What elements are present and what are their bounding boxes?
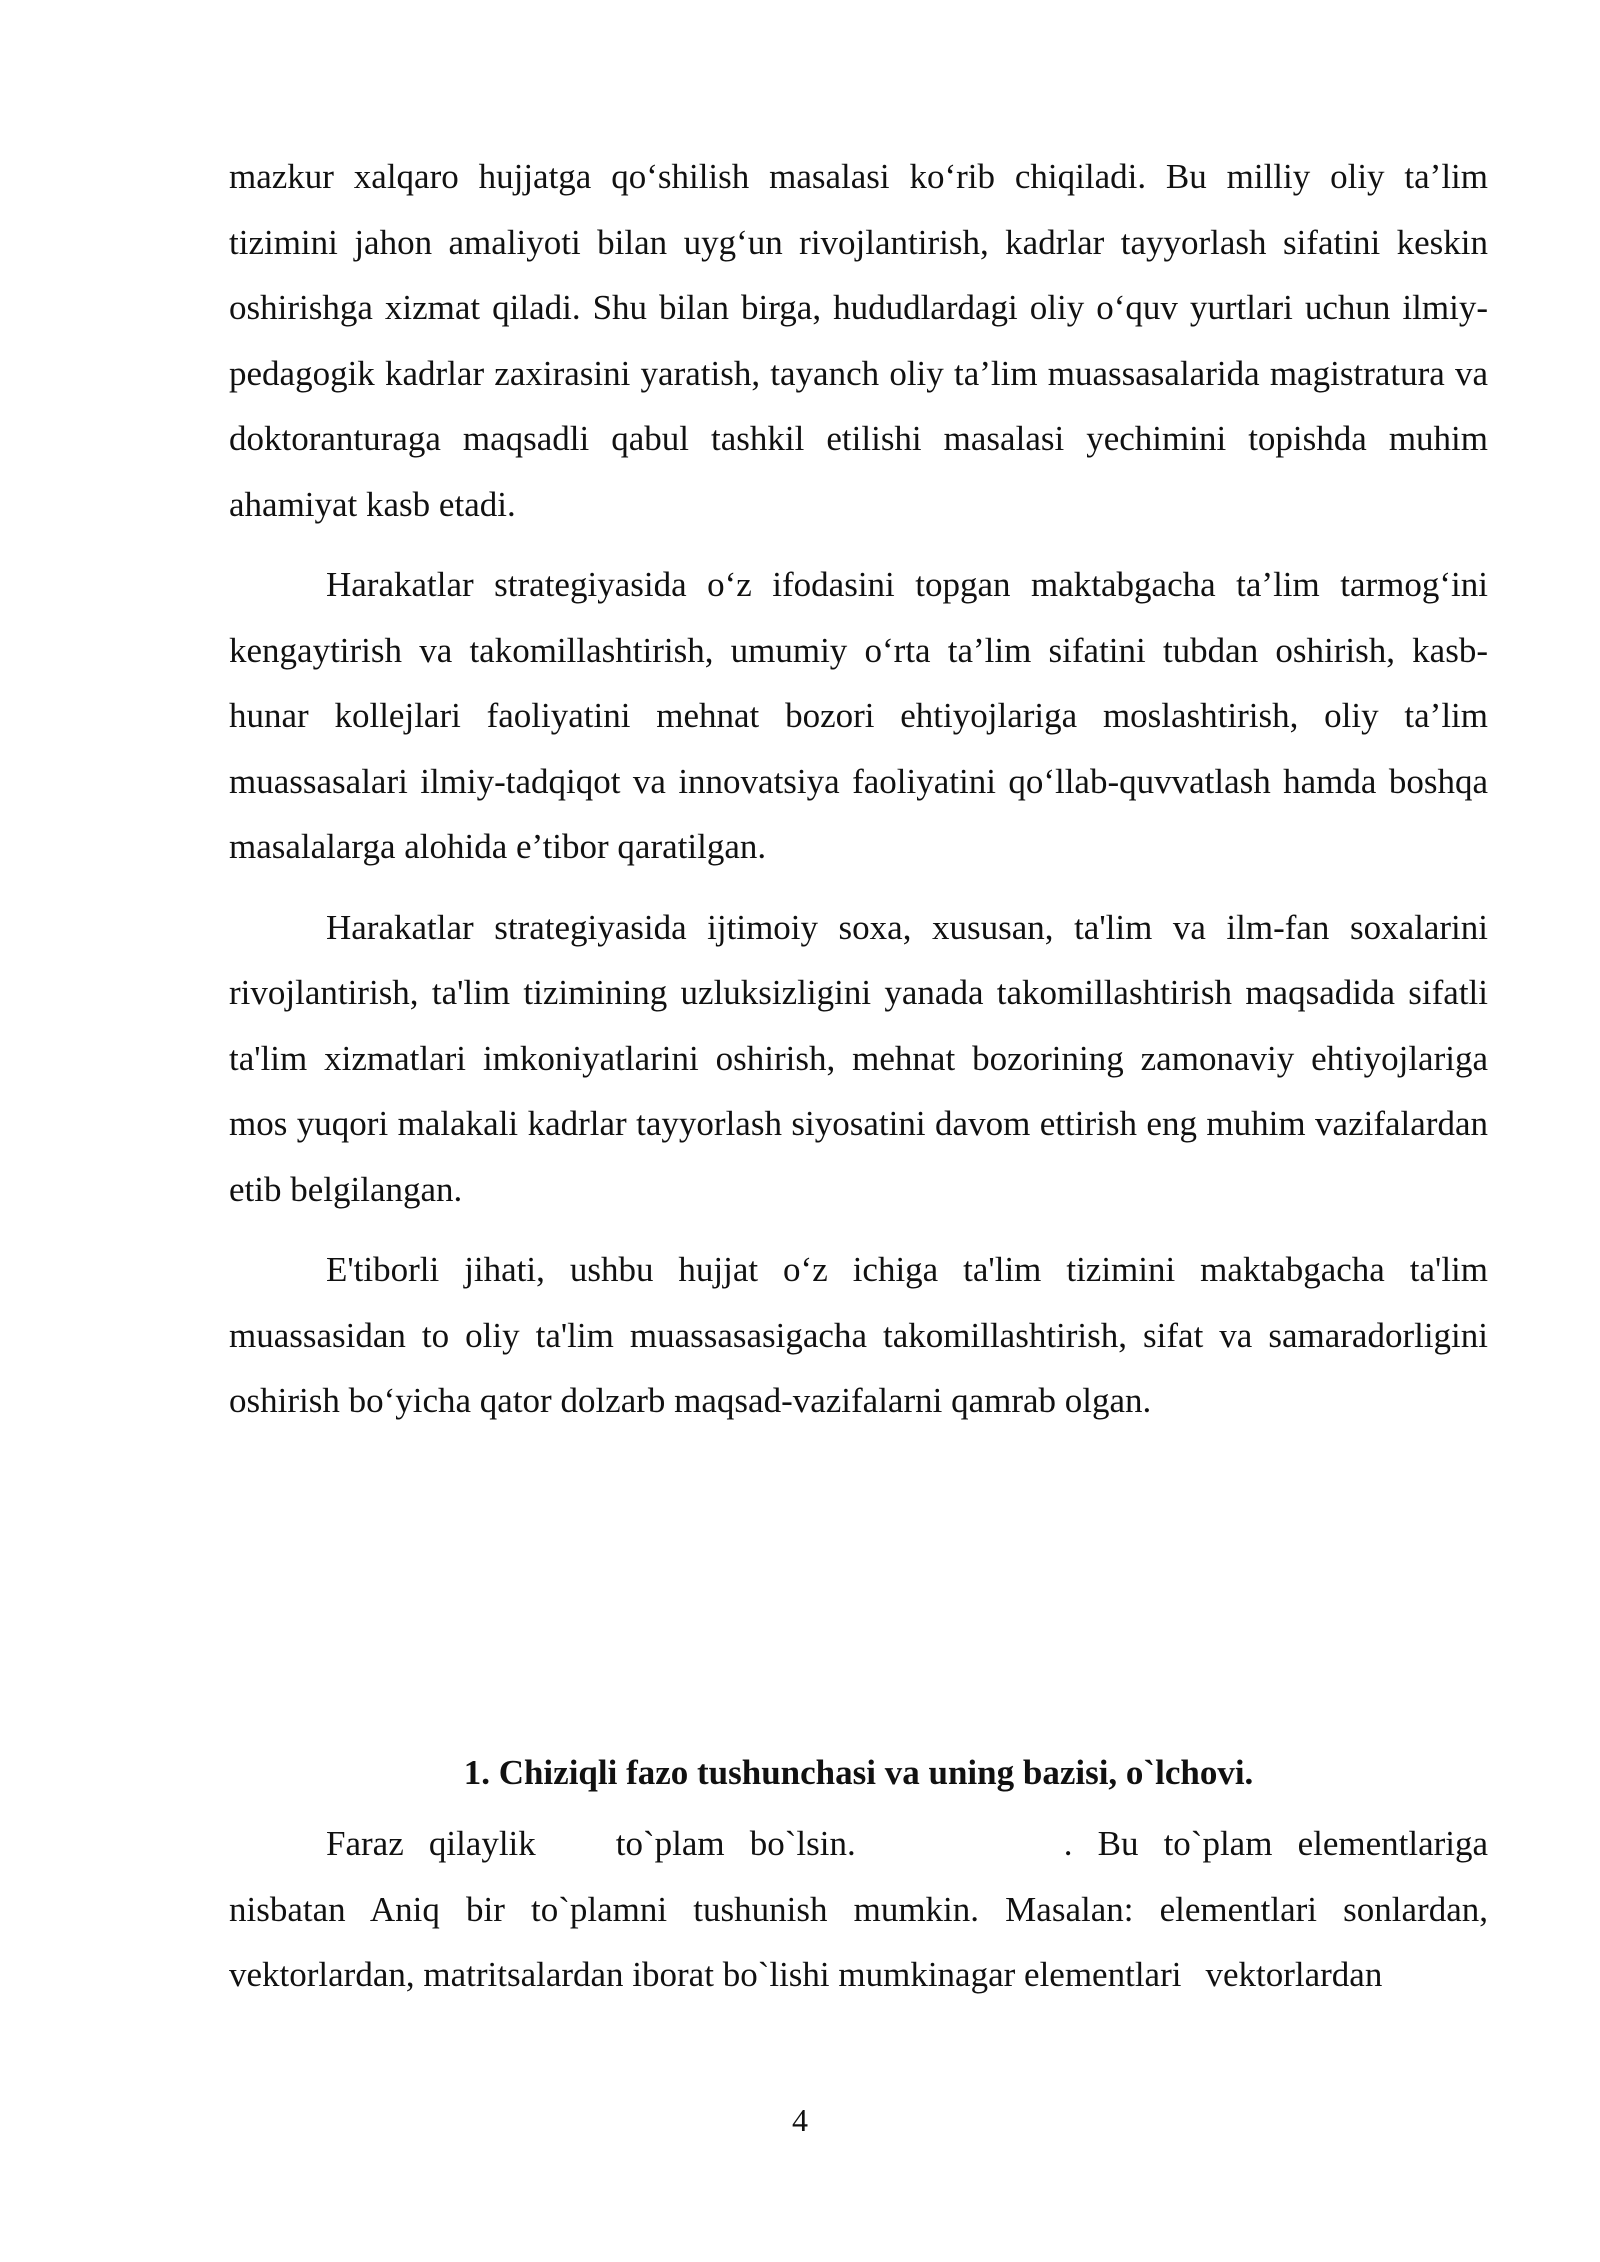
paragraph-1: mazkur xalqaro hujjatga qo‘shilish masalasi ko‘rib chiqiladi. Bu milliy oliy ta’lim tizimini jahon amaliyoti bilan uyg‘un rivojlantirish, kadrlar tayyorlash sifatini keskin oshirishga xizmat qiladi. Shu bilan birga, hududlardagi oliy o‘quv yurtlari uchun ilmiy-pedagogik kadrlar zaxirasini yaratish, tayanch oliy ta’lim muassasalarida magistratura va doktoranturaga maqsadli qabul tashkil etilishi masalasi yechimini topishda muhim ahamiyat kasb etadi. xyxy=(229,157,1488,524)
paragraph-4: E'tiborli jihati, ushbu hujjat o‘z ichiga ta'lim tizimini maktabgacha ta'lim muassasidan to oliy ta'lim muassasasigacha takomillashtirish, sifat va samaradorligini oshirish bo‘yicha qator dolzarb maqsad-vazifalarni qamrab olgan. xyxy=(229,1250,1488,1420)
paragraph-spacer xyxy=(229,537,1488,552)
section-paragraph-part-4: vektorlardan xyxy=(1205,1955,1383,1994)
paragraph-3: Harakatlar strategiyasida ijtimoiy soxa, xususan, ta'lim va ilm-fan soxalarini rivojlantirish, ta'lim tizimining uzluksizligini yanada takomillashtirish maqsadida sifatli ta'lim xizmatlari imkoniyatlarini oshirish, mehnat bozorining zamonaviy ehtiyojlariga mos yuqori malakali kadrlar tayyorlash siyosatini davom ettirish eng muhim vazifalardan etib belgilangan. xyxy=(229,907,1488,1209)
section-paragraph-part-3: . Bu to`plam elementlariga nisbatan Aniq bir to`plamni tushunish mumkin. Masalan: elementlari sonlardan, vektorlardan, matritsalardan iborat bo`lishi mumkinagar elementlari xyxy=(229,1824,1489,1994)
section-text-block xyxy=(229,1811,1488,2008)
page-number: 4 xyxy=(792,2102,808,2138)
section-paragraph-part-2: to`plam bo`lsin. xyxy=(615,1824,856,1863)
paragraph-2: Harakatlar strategiyasida o‘z ifodasini topgan maktabgacha ta’lim tarmog‘ini kengaytirish va takomillashtirish, umumiy o‘rta ta’lim sifatini tubdan oshirish, kasb-hunar kollejlari faoliyatini mehnat bozori ehtiyojlariga moslashtirish, oliy ta’lim muassasalari ilmiy-tadqiqot va innovatsiya faoliyatini qo‘llab-quvvatlash hamda boshqa masalalarga alohida e’tibor qaratilgan. xyxy=(229,565,1488,866)
paragraph-spacer xyxy=(229,880,1488,895)
section-paragraph-part-1: Faraz qilaylik xyxy=(326,1824,536,1863)
paragraph-spacer xyxy=(229,1222,1488,1237)
section-heading: 1. Chiziqli fazo tushunchasi va uning bazisi, o`lchovi. xyxy=(463,1753,1254,1792)
section-paragraph xyxy=(229,1811,1488,2008)
body-text-block xyxy=(229,144,1488,1434)
